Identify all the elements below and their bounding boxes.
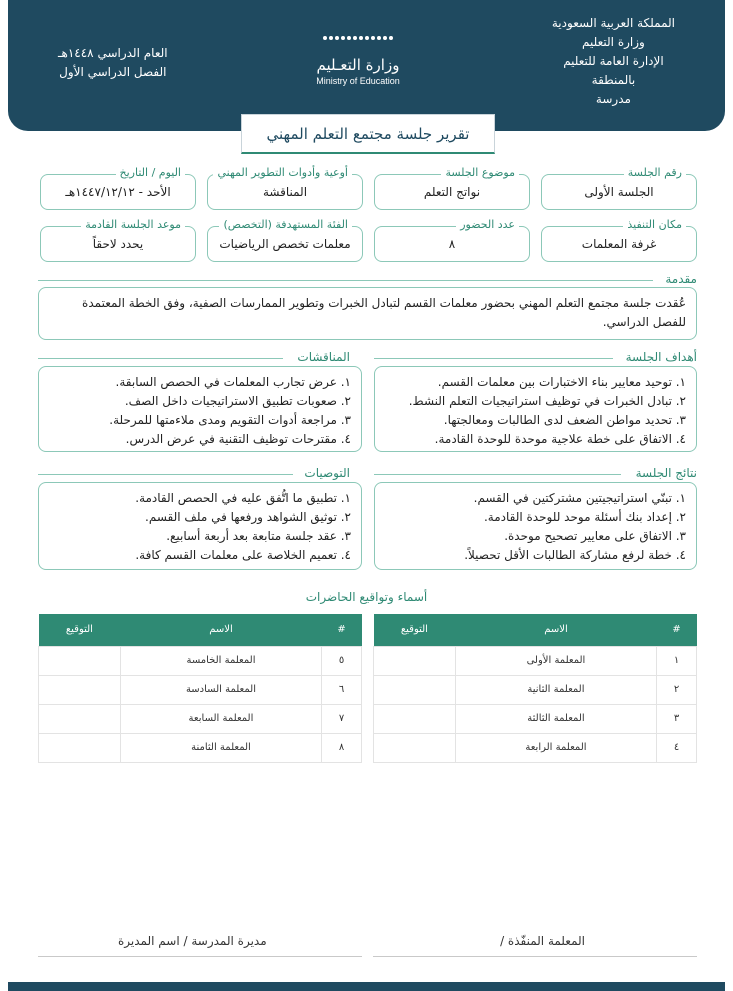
field-label: رقم الجلسة [624, 166, 686, 179]
recommendations-divider [38, 474, 293, 475]
recommendations-box[interactable] [38, 482, 362, 570]
col-header-name: الاسم [455, 614, 656, 646]
signature-cell[interactable] [39, 675, 121, 704]
row-num: ٣ [657, 704, 697, 733]
field-venue[interactable] [541, 218, 697, 262]
row-name: المعلمة الثامنة [120, 733, 321, 762]
row-num: ٦ [322, 675, 362, 704]
field-label: أوعية وأدوات التطوير المهني [213, 166, 352, 179]
academic-year: العام الدراسي ١٤٤٨هـ [58, 46, 168, 60]
list-item: ٣. تحديد مواطن الضعف لدى الطالبات ومعالجتها. [443, 413, 686, 427]
attendees-label: أسماء وتواقيع الحاضرات [305, 590, 428, 604]
field-day-date[interactable] [40, 166, 196, 210]
principal-signature-line[interactable] [38, 956, 362, 957]
results-label: نتائج الجلسة [635, 466, 697, 480]
table-row [374, 704, 697, 733]
row-name: المعلمة السادسة [120, 675, 321, 704]
header-banner [8, 0, 725, 131]
discussions-divider [38, 358, 283, 359]
teacher-signature-label: المعلمة المنفّذة / [500, 934, 585, 948]
table-row [374, 733, 697, 762]
col-header-num: # [322, 614, 362, 646]
field-tools[interactable] [207, 166, 363, 210]
list-item: ١. عرض تجارب المعلمات في الحصص السابقة. [115, 375, 351, 389]
ministry-logo [308, 26, 408, 86]
row-name: المعلمة السابعة [120, 704, 321, 733]
teacher-signature-line[interactable] [373, 956, 697, 957]
list-item: ٢. إعداد بنك أسئلة موحد للوحدة القادمة. [483, 510, 686, 524]
discussions-label: المناقشات [297, 350, 350, 364]
list-item: ٢. توثيق الشواهد ورفعها في ملف القسم. [145, 510, 351, 524]
list-item: ٢. صعوبات تطبيق الاستراتيجيات داخل الصف. [124, 394, 351, 408]
signature-cell[interactable] [374, 675, 456, 704]
row-name: المعلمة الرابعة [455, 733, 656, 762]
row-num: ٨ [322, 733, 362, 762]
principal-signature-label: مديرة المدرسة / اسم المديرة [118, 934, 267, 948]
header-line-region: بالمنطقة [591, 73, 636, 87]
row-num: ٥ [322, 646, 362, 675]
discussions-box[interactable] [38, 366, 362, 452]
row-name: المعلمة الخامسة [120, 646, 321, 675]
attendees-table-left [38, 614, 362, 763]
row-name: المعلمة الأولى [455, 646, 656, 675]
field-target-group[interactable] [207, 218, 363, 262]
signature-cell[interactable] [374, 733, 456, 762]
field-value: نواتج التعلم [423, 185, 481, 199]
list-item: ٣. الاتفاق على معايير تصحيح موحدة. [504, 529, 686, 543]
col-header-name: الاسم [120, 614, 321, 646]
header-academic-block [58, 44, 168, 82]
header-line-school: مدرسة [595, 92, 631, 106]
row-name: المعلمة الثالثة [455, 704, 656, 733]
field-next-session[interactable] [40, 218, 196, 262]
field-value: الجلسة الأولى [584, 185, 654, 199]
col-header-signature: التوقيع [374, 614, 456, 646]
signature-cell[interactable] [39, 704, 121, 733]
list-item: ١. تطبيق ما اتُّفق عليه في الحصص القادمة. [135, 491, 351, 505]
field-label: موضوع الجلسة [441, 166, 519, 179]
intro-text: عُقدت جلسة مجتمع التعلم المهني بحضور معلمات القسم لتبادل الخبرات وتطوير الممارسات الصفية، وفق الخطة المعتمدة للفصل الدراسي. [82, 296, 686, 329]
table-row [374, 675, 697, 704]
field-value: غرفة المعلمات [581, 237, 657, 251]
row-num: ٧ [322, 704, 362, 733]
row-num: ١ [657, 646, 697, 675]
field-label: مكان التنفيذ [623, 218, 686, 231]
field-value: المناقشة [262, 185, 308, 199]
field-value: الأحد - ١٤٤٧/١٢/١٢هـ [65, 185, 171, 199]
signature-cell[interactable] [374, 704, 456, 733]
header-line-ministry: وزارة التعليم [582, 35, 645, 49]
goals-box[interactable] [374, 366, 697, 452]
field-label: اليوم / التاريخ [116, 166, 185, 179]
logo-arabic-text: وزارة التعـليم [316, 56, 400, 74]
field-value: معلمات تخصص الرياضيات [219, 237, 351, 251]
list-item: ٤. الاتفاق على خطة علاجية موحدة للوحدة القادمة. [434, 432, 686, 446]
results-divider [374, 474, 621, 475]
header-line-directorate: الإدارة العامة للتعليم [563, 54, 664, 68]
field-attendance[interactable] [374, 218, 530, 262]
col-header-num: # [657, 614, 697, 646]
signature-cell[interactable] [39, 733, 121, 762]
list-item: ٤. تعميم الخلاصة على معلمات القسم كافة. [135, 548, 351, 562]
semester: الفصل الدراسي الأول [59, 65, 167, 79]
table-row [39, 733, 362, 762]
signature-cell[interactable] [374, 646, 456, 675]
field-label: عدد الحضور [456, 218, 519, 231]
attendees-table-right [373, 614, 697, 763]
list-item: ٣. عقد جلسة متابعة بعد أربعة أسابيع. [166, 529, 351, 543]
signature-cell[interactable] [39, 646, 121, 675]
list-item: ١. تبنّي استراتيجيتين مشتركتين في القسم. [473, 491, 686, 505]
field-value: ٨ [448, 237, 456, 251]
field-session-number[interactable] [541, 166, 697, 210]
field-label: الفئة المستهدفة (التخصص) [219, 218, 352, 231]
list-item: ٢. تبادل الخبرات في توظيف استراتيجيات التعلم النشط. [408, 394, 686, 408]
table-row [39, 704, 362, 733]
goals-divider [374, 358, 613, 359]
row-num: ٤ [657, 733, 697, 762]
footer-bar [8, 982, 725, 991]
col-header-signature: التوقيع [39, 614, 121, 646]
report-title: تقرير جلسة مجتمع التعلم المهني [241, 114, 495, 154]
row-num: ٢ [657, 675, 697, 704]
table-row [39, 675, 362, 704]
header-line-kingdom: المملكة العربية السعودية [551, 16, 675, 30]
intro-label: مقدمة [665, 272, 697, 286]
table-row [39, 646, 362, 675]
list-item: ٤. مقترحات توظيف التقنية في عرض الدرس. [125, 432, 351, 446]
field-session-topic[interactable] [374, 166, 530, 210]
logo-english-text: Ministry of Education [316, 76, 400, 86]
list-item: ٣. مراجعة أدوات التقويم ومدى ملاءمتها للمرحلة. [109, 413, 351, 427]
header-authority-block [552, 14, 675, 109]
row-name: المعلمة الثانية [455, 675, 656, 704]
list-item: ٤. خطة لرفع مشاركة الطالبات الأقل تحصيلاً. [464, 548, 686, 562]
field-value: يحدد لاحقاً [92, 237, 144, 251]
field-label: موعد الجلسة القادمة [81, 218, 185, 231]
goals-label: أهداف الجلسة [625, 350, 697, 364]
intro-divider [38, 280, 653, 281]
recommendations-label: التوصيات [304, 466, 350, 480]
list-item: ١. توحيد معايير بناء الاختبارات بين معلمات القسم. [437, 375, 686, 389]
table-row [374, 646, 697, 675]
results-box[interactable] [374, 482, 697, 570]
intro-text-box[interactable] [38, 287, 697, 340]
moe-dots-logo-icon [308, 26, 408, 50]
